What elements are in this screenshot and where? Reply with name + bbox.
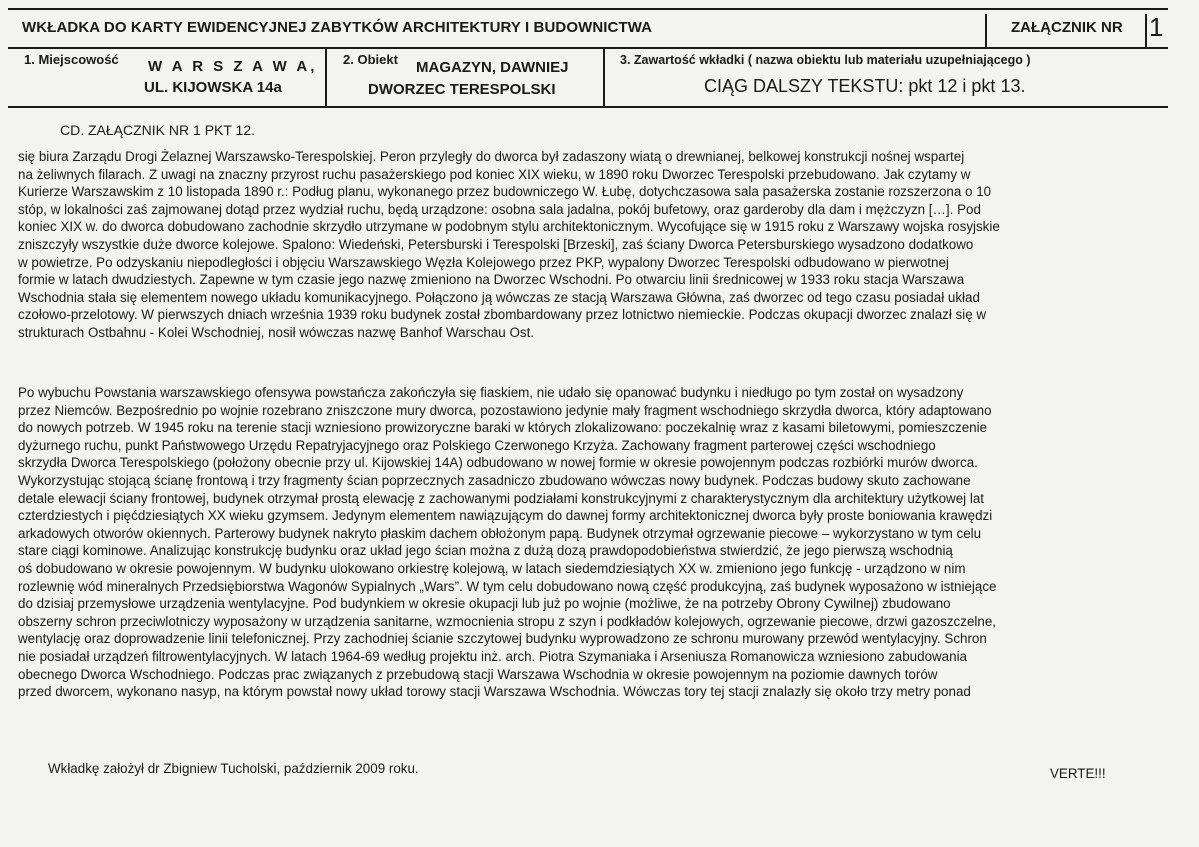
text-line: arkadowych otworów okiennych. Parterowy budynek nakryto płaskim dachem obłożonym papą. Budynek otrzymał ogrzewanie piecowe – wykorzystano w tym celu xyxy=(18,525,982,541)
title-divider xyxy=(985,14,987,48)
text-line: obszerny schron przeciwlotniczy wyposażony w urządzenia sanitarne, wzmocnienia stropu z szyn i podkładów kolejowych, ogrzewanie piecowe, drzwi gazoszczelne, xyxy=(18,613,996,629)
text-line: przez Niemców. Bezpośrednio po wojnie rozebrano zniszczone mury dworca, pozostawiono jedynie mały fragment wschodniego skrzydła dworca, który adaptowano xyxy=(18,402,992,418)
object-line-2: DWORZEC TERESPOLSKI xyxy=(368,81,556,98)
text-line: czołowo-przelotowy. W pierwszych dniach września 1939 roku budynek został zbombardowany przez lotnictwo niemieckie. Podczas okupacji dworzec znalazł się w xyxy=(18,307,987,323)
text-line: na żeliwnych filarach. Z uwagi na znaczny przyrost ruchu pasażerskiego pod koniec XIX wieku, w 1890 roku Dworzec Terespolski przebudowano. Jak czytamy w xyxy=(18,166,971,182)
text-line: skrzydła Dworca Terespolskiego (położony obecnie przy ul. Kijowskiej 14A) odbudowano w nowej formie w okresie powojennym podczas rozbiórki murów dworca. xyxy=(18,455,978,471)
text-line: obecnego Dworca Wschodniego. Podczas prac związanych z przebudową stacji Warszawa Wschodnia w okresie powojennym na poziomie dawnych torów xyxy=(18,666,938,682)
text-line: Kurierze Warszawskim z 10 listopada 1890 r.: Podług planu, wykonanego przez budowniczego W. Łubę, dotychczasowa sala pasażerska zostanie rozszerzona o 10 xyxy=(18,184,992,200)
text-line: do nowych potrzeb. W 1945 roku na terenie stacji wzniesiono prowizoryczne baraki w których zlokalizowano: poczekalnię wraz z kasami biletowymi, pomieszczenie xyxy=(18,420,988,436)
text-line: dyżurnego ruchu, punkt Państwowego Urzędu Repatryjacyjnego oraz Polskiego Czerwonego Krzyża. Zachowany fragment parterowej części wschodniego xyxy=(18,437,936,453)
text-line: nie posiadał urządzeń filtrowentylacyjnych. W latach 1964-69 według projektu inż. arch. Piotra Szymaniaka i Arseniusza Romanowicza wzniesiono zabudowania xyxy=(18,648,968,664)
continuation-heading: CD. ZAŁĄCZNIK NR 1 PKT 12. xyxy=(60,122,256,138)
text-line: Wschodnia stała się elementem nowego układu komunikacyjnego. Połączono ją wówczas ze stacją Warszawa Główna, zaś dworzec od tego czasu posiadał układ xyxy=(18,289,980,305)
text-line: stóp, w lokalności zaś zajmowanej dotąd przez wydział ruchu, będą urządzone: osobna sala jadalna, pokój bufetowy, oraz garderoby dla dam i mężczyzn […]. Pod xyxy=(18,201,981,217)
text-line: Wykorzystując stojącą ścianę frontową i trzy fragmenty ścian poprzecznych zasadniczo zbudowano wówczas nowy budynek. Podczas budowy skuto zachowane xyxy=(18,472,971,488)
fields-bottom-rule xyxy=(8,106,1168,108)
text-line: w powietrze. Po odzyskaniu niepodległości i objęciu Warszawskiego Węzła Kolejowego przez PKP, wypalony Dworzec Terespolski odbudowano w pierwotnej xyxy=(18,254,949,270)
text-line: zniszczyły wszystkie duże dworce kolejowe. Spalono: Wiedeński, Petersburski i Terespolski [Brzeski], zaś ściany Dworca Petersburskiego wysadzono dodatkowo xyxy=(18,236,974,252)
attachment-label: ZAŁĄCZNIK NR xyxy=(1011,19,1123,36)
text-line: czterdziestych i pięćdziesiątych XX wieku gzymsem. Jedynym elementem nawiązującym do dawnej formy architektonicznej dworca były proste boniowania krawędzi xyxy=(18,508,993,524)
attachment-number: 1 xyxy=(1149,12,1164,42)
body-paragraph-2 xyxy=(18,384,1182,701)
text-line: detale elewacji ściany frontowej, budynek otrzymał prostą elewację z zachowanymi podziałami konstrukcyjnymi z charakterystycznym dla architektury użytkowej lat xyxy=(18,490,985,506)
title-bottom-rule xyxy=(8,47,1168,49)
text-line: rozlewnię wód mineralnych Przedsiębiorstwa Wagonów Sypialnych „Wars”. W tym celu dobudowano nową część produkcyjną, zaś budynek wyposażono w istniejące xyxy=(18,578,997,594)
text-line: oś dobudowano w okresie powojennym. W budynku ulokowano orkiestrę kolejową, w latach siedemdziesiątych XX w. zmieniono jego funkcję - urządzono w nim xyxy=(18,560,966,576)
verte-note: VERTE!!! xyxy=(1050,766,1106,781)
attachment-divider xyxy=(1145,14,1147,48)
author-line: Wkładkę założył dr Zbigniew Tucholski, październik 2009 roku. xyxy=(48,761,419,776)
content-label: 3. Zawartość wkładki ( nazwa obiektu lub materiału uzupełniającego ) xyxy=(620,53,1031,67)
text-line: formie w latach dwudziestych. Zapewne w tym czasie jego nazwę zmieniono na Dworzec Wschodni. Po otwarciu linii średnicowej w 1933 roku stacja Warszawa xyxy=(18,272,965,288)
locality-label: 1. Miejscowość xyxy=(24,52,119,67)
text-line: przed dworcem, wykonano nasyp, na którym powstał nowy układ torowy stacji Warszawa Wschodnia. Wówczas tory tej stacji znalazły się około trzy metry ponad xyxy=(18,684,971,700)
locality-city: W A R S Z A W A, xyxy=(148,58,318,75)
text-line: się biura Zarządu Drogi Żelaznej Warszawsko-Terespolskiej. Peron przyległy do dworca był zadaszony wiatą o drewnianej, belkowej konstrukcji nośnej wspartej xyxy=(18,149,965,164)
cell-divider-1 xyxy=(325,48,327,106)
cell-divider-2 xyxy=(603,48,605,106)
text-line: do dzisiaj przemysłowe urządzenia wentylacyjne. Pod budynkiem w okresie okupacji lub już po wojnie (możliwe, że na potrzeby Obrony Cywilnej) zbudowano xyxy=(18,596,951,612)
text-line: koniec XIX w. do dworca dobudowano zachodnie skrzydło utrzymane w podobnym stylu architektonicznym. Wycofujące się w 1915 roku z Warszawy wojska rosyjskie xyxy=(18,219,1000,235)
text-line: wentylację oraz doprowadzenie linii telefonicznej. Przy zachodniej ścianie szczytowej budynku wyprowadzono ze schronu murowany przewód wentylacyjny. Schron xyxy=(18,631,987,647)
object-line-1: MAGAZYN, DAWNIEJ xyxy=(416,59,569,76)
text-line: stare ciągi kominowe. Analizując konstrukcję budynku oraz układ jego ścian można z dużą dozą prawdopodobieństwa stwierdzić, że jego pierwszą wschodnią xyxy=(18,543,953,559)
body-paragraph-1 xyxy=(18,148,1182,342)
text-line: Po wybuchu Powstania warszawskiego ofensywa powstańcza zakończyła się fiaskiem, nie udało się opanować budynku i niedługo po tym został on wysadzony xyxy=(18,385,964,400)
content-value: CIĄG DALSZY TEKSTU: pkt 12 i pkt 13. xyxy=(704,76,1026,96)
object-label: 2. Obiekt xyxy=(343,52,398,67)
title-top-rule xyxy=(8,8,1168,10)
sheet-title: WKŁADKA DO KARTY EWIDENCYJNEJ ZABYTKÓW ARCHITEKTURY I BUDOWNICTWA xyxy=(22,19,653,36)
text-line: strukturach Ostbahnu - Kolei Wschodniej, nosił wówczas nazwę Banhof Warschau Ost. xyxy=(18,324,535,340)
locality-street: UL. KIJOWSKA 14a xyxy=(144,79,282,96)
